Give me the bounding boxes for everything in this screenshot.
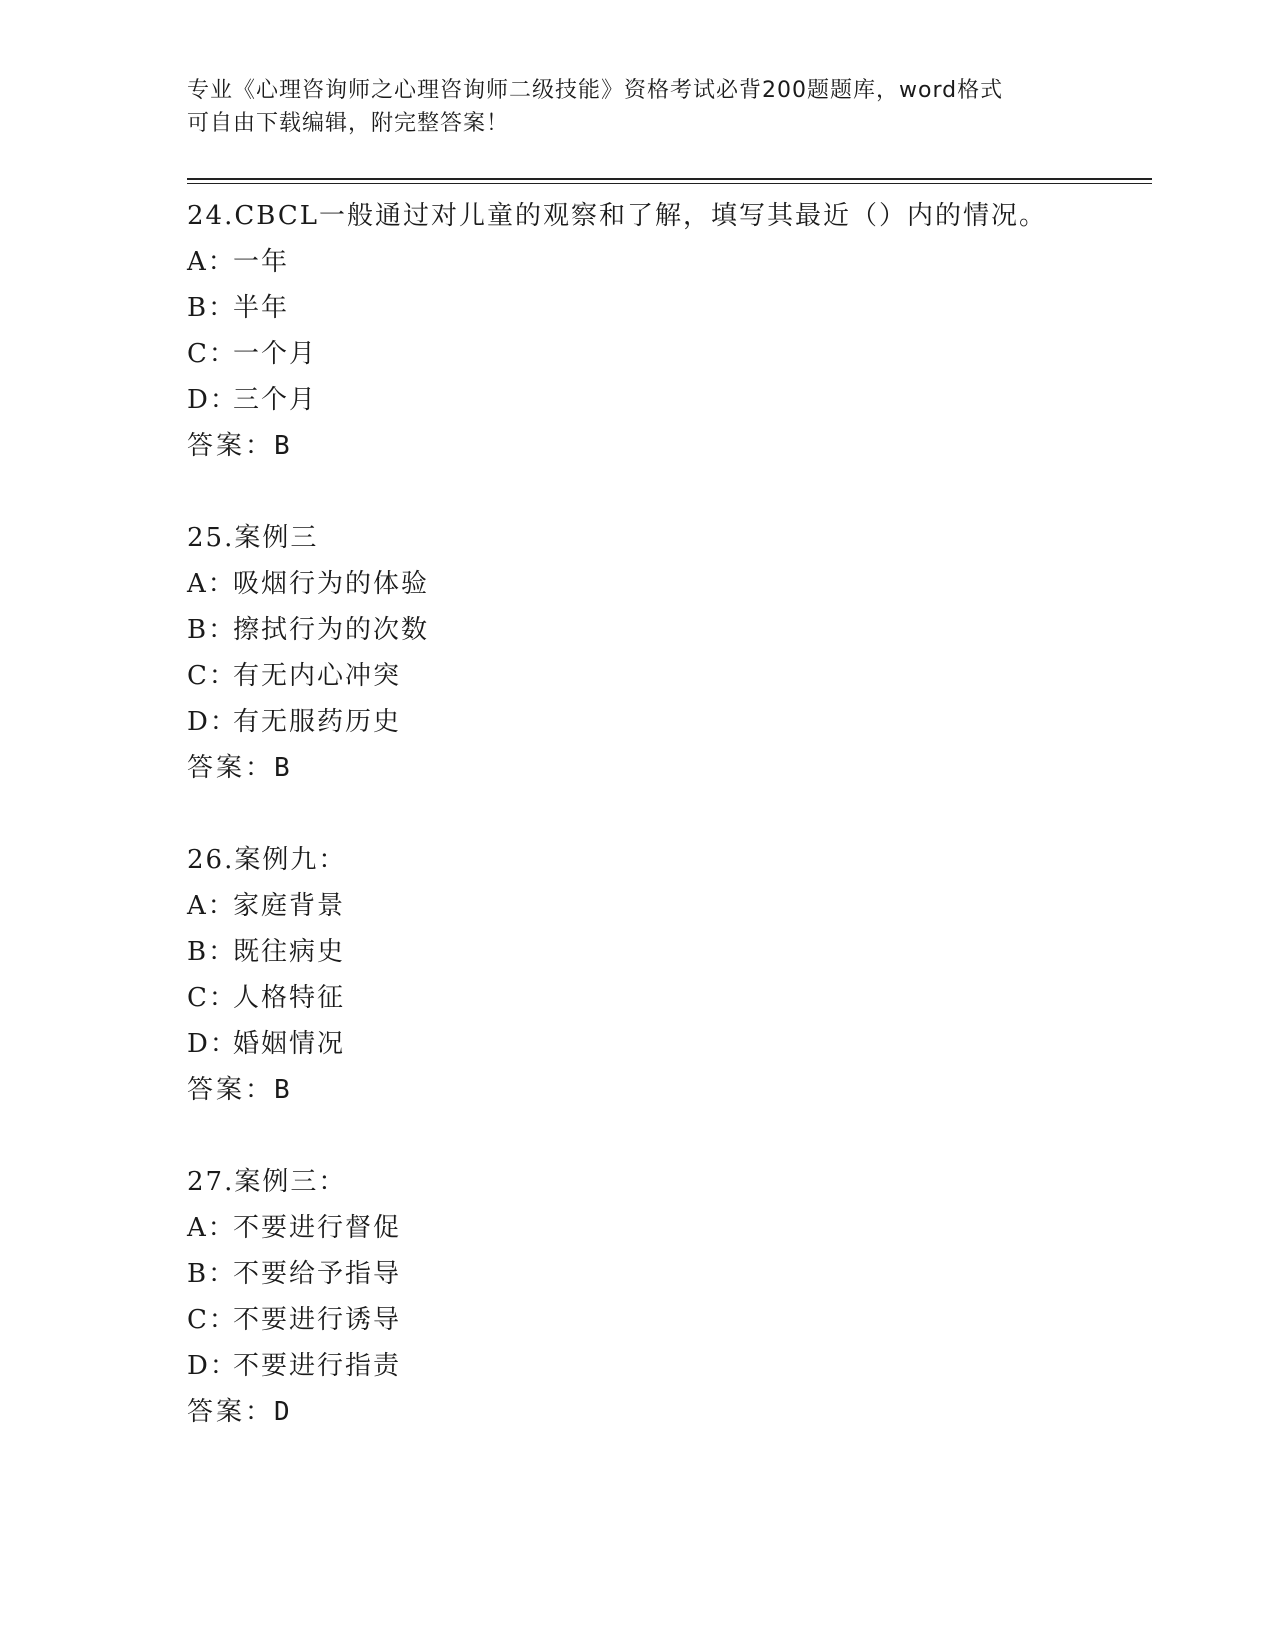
option-c: [187, 1297, 1147, 1343]
question-24: [187, 193, 1147, 469]
question-list: [187, 193, 1147, 1435]
option-a: [187, 1205, 1147, 1251]
question-stem: 27.案例三：: [187, 1167, 347, 1197]
option-key: C：: [187, 661, 237, 691]
option-a: [187, 561, 1147, 607]
option-text: 不要给予指导: [233, 1259, 402, 1289]
option-key: D：: [187, 707, 238, 737]
option-text: 一年: [233, 247, 290, 277]
option-text: 吸烟行为的体验: [233, 569, 430, 599]
option-key: D：: [187, 385, 238, 415]
option-key: B：: [187, 615, 237, 645]
option-text: 有无服药历史: [233, 707, 402, 737]
question-stem: 24.CBCL一般通过对儿童的观察和了解，填写其最近（）内的情况。: [187, 201, 1047, 231]
option-text: 既往病史: [233, 937, 346, 967]
answer-line: [187, 1389, 1147, 1435]
option-text: 不要进行诱导: [233, 1305, 402, 1335]
option-key: A：: [187, 891, 236, 921]
answer-line: [187, 745, 1147, 791]
answer-value: D: [274, 1397, 292, 1427]
question-27: [187, 1159, 1147, 1435]
option-text: 有无内心冲突: [233, 661, 402, 691]
option-key: D：: [187, 1029, 238, 1059]
question-25: [187, 515, 1147, 791]
option-key: C：: [187, 983, 237, 1013]
option-c: [187, 331, 1147, 377]
header-divider-thin: [187, 183, 1152, 184]
answer-label: 答案：: [187, 1397, 275, 1427]
option-d: [187, 699, 1147, 745]
option-a: [187, 883, 1147, 929]
option-text: 婚姻情况: [233, 1029, 346, 1059]
option-text: 半年: [233, 293, 290, 323]
option-key: C：: [187, 339, 237, 369]
answer-value: B: [274, 431, 292, 461]
option-text: 人格特征: [233, 983, 346, 1013]
option-key: A：: [187, 247, 236, 277]
header-line-2: 可自由下载编辑，附完整答案！: [187, 111, 510, 136]
answer-value: B: [274, 1075, 292, 1105]
option-c: [187, 975, 1147, 1021]
answer-value: B: [274, 753, 292, 783]
option-text: 一个月: [233, 339, 318, 369]
option-key: A：: [187, 569, 236, 599]
question-26: [187, 837, 1147, 1113]
option-a: [187, 239, 1147, 285]
header-divider-thick: [187, 178, 1152, 180]
option-key: B：: [187, 1259, 237, 1289]
option-key: B：: [187, 293, 237, 323]
answer-label: 答案：: [187, 431, 275, 461]
option-b: [187, 929, 1147, 975]
option-b: [187, 285, 1147, 331]
option-text: 擦拭行为的次数: [233, 615, 430, 645]
option-key: B：: [187, 937, 237, 967]
option-text: 不要进行督促: [233, 1213, 402, 1243]
option-d: [187, 1343, 1147, 1389]
option-key: C：: [187, 1305, 237, 1335]
option-d: [187, 377, 1147, 423]
document-header: [187, 74, 1087, 140]
option-b: [187, 1251, 1147, 1297]
option-text: 不要进行指责: [233, 1351, 402, 1381]
option-b: [187, 607, 1147, 653]
option-d: [187, 1021, 1147, 1067]
question-stem: 25.案例三: [187, 523, 319, 553]
header-line-1: 专业《心理咨询师之心理咨询师二级技能》资格考试必背200题题库，word格式: [187, 78, 1004, 103]
answer-line: [187, 423, 1147, 469]
option-text: 三个月: [233, 385, 318, 415]
option-c: [187, 653, 1147, 699]
answer-line: [187, 1067, 1147, 1113]
answer-label: 答案：: [187, 753, 275, 783]
option-key: D：: [187, 1351, 238, 1381]
answer-label: 答案：: [187, 1075, 275, 1105]
question-stem: 26.案例九：: [187, 845, 347, 875]
option-key: A：: [187, 1213, 236, 1243]
option-text: 家庭背景: [233, 891, 346, 921]
